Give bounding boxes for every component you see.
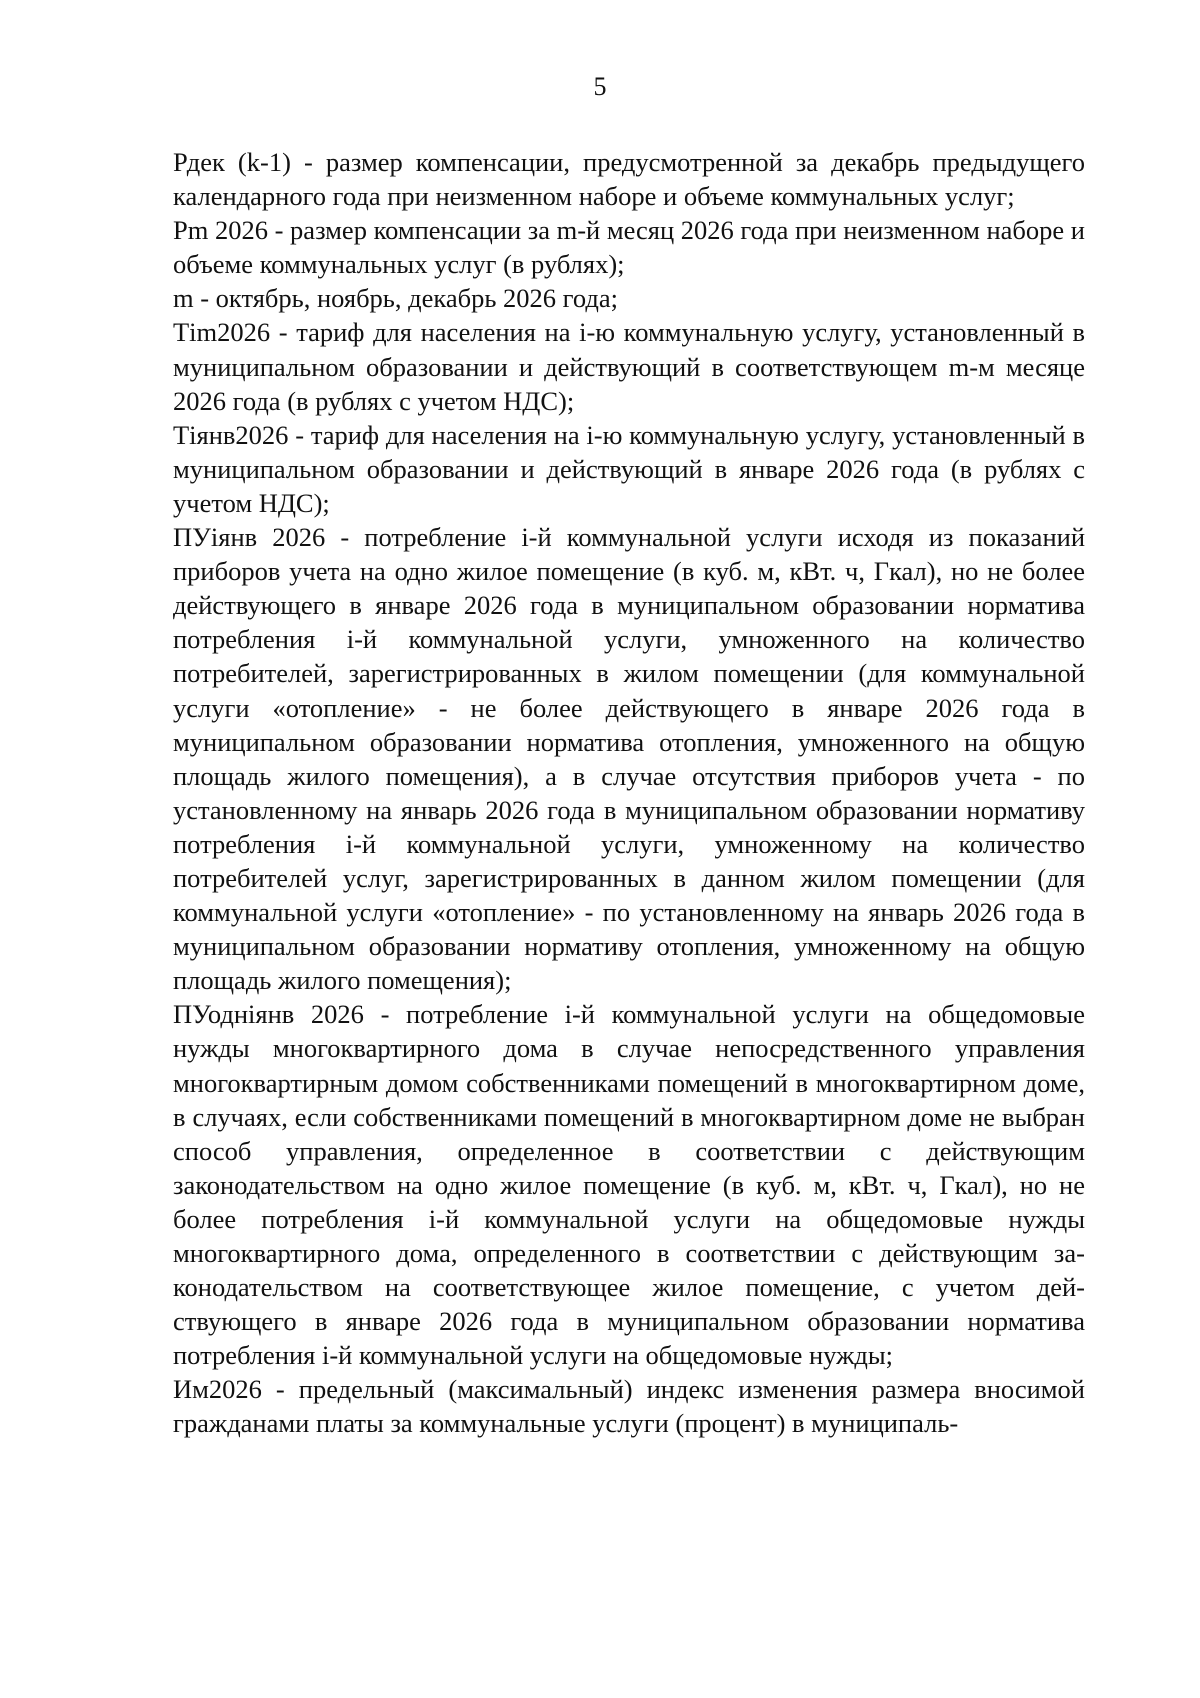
paragraph-m-months: m - октябрь, ноябрь, декабрь 2026 года; [173,283,618,314]
paragraph-puodniyanv-2026: ПУоднiянв 2026 - потребление i-й коммунальной услуги на общедомовые нужды многоквартирного дома в случае непосредственного управления многоквартирным домом собственниками помещений в многоквартирном доме, в случаях, если собственниками помещений в многоквартирном доме не выбран способ управления, определенное в соответствии с действующим законодательством на одно жилое помещение (в куб. м, кВт. ч, Гкал), но не более потребления i-й коммунальной услуги на общедомовые нужды многоквартирного дома, определенного в соответствии с действующим законодательством на соответствующее жилое помещение, с учетом действующего в январе 2026 года в муниципальном образовании норматива потребления i-й коммунальной услуги на общедомовые нужды; [173,999,1085,1371]
paragraph-tim2026: Тim2026 - тариф для населения на i-ю коммунальную услугу, установленный в муниципальном образовании и действующий в соответствующем m-м месяце 2026 года (в рублях с учетом НДС); [173,317,1085,416]
document-body [173,145,1085,1441]
paragraph-im2026: Им2026 - предельный (максимальный) индекс изменения размера вносимой гражданами платы за коммунальные услуги (процент) в муниципаль- [173,1374,1085,1439]
paragraph-rm-2026: Рm 2026 - размер компенсации за m-й месяц 2026 года при неизменном наборе и объеме коммунальных услуг (в рублях); [173,215,1085,280]
page-number: 5 [593,72,607,101]
paragraph-puiyanv-2026: ПУiянв 2026 - потребление i-й коммунальной услуги исходя из показаний приборов учета на одно жилое помещение (в куб. м, кВт. ч, Гкал), но не более действующего в январе 2026 года в муниципальном образовании норматива потребления i-й коммунальной услуги, умноженного на количество потребителей, зарегистрированных в жилом помещении (для коммунальной услуги «отопление» - не более действующего в январе 2026 года в муниципальном образовании норматива отопления, умноженного на общую площадь жилого помещения), а в случае отсутствия приборов учета - по установленному на январь 2026 года в муниципальном образовании нормативу потребления i-й коммунальной услуги, умноженному на количество потребителей услуг, зарегистрированных в данном жилом помещении (для коммунальной услуги «отопление» - по установленному на январь 2026 года в муниципальном образовании нормативу отопления, умноженному на общую площадь жилого помещения); [173,522,1085,996]
paragraph-tiyanv2026: Тiянв2026 - тариф для населения на i-ю коммунальную услугу, установленный в муниципальном образовании и действующий в январе 2026 года (в рублях с учетом НДС); [173,419,1085,518]
paragraph-rdek: Рдек (k-1) - размер компенсации, предусмотренной за декабрь предыдущего календарного года при неизменном наборе и объеме коммунальных услуг; [173,147,1085,212]
